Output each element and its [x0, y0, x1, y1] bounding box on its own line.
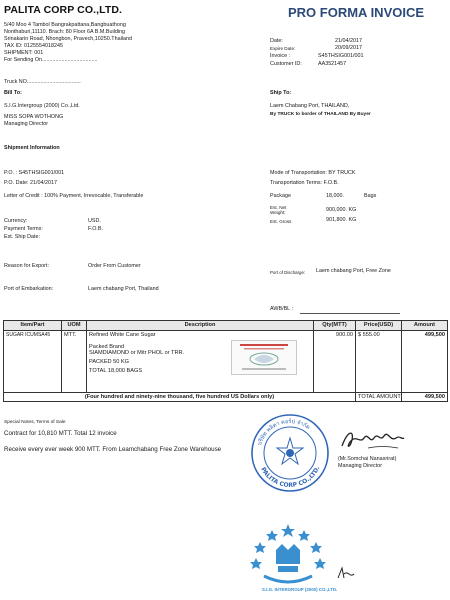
bill-to-title: Managing Director	[4, 121, 49, 127]
net-weight-value: 900,000. KG	[326, 207, 357, 213]
gross-weight-value: 901,800. KG	[326, 217, 357, 223]
cell-amount: 499,500	[402, 331, 448, 393]
items-table	[3, 320, 448, 402]
invoice-label: Invoice :	[270, 53, 291, 59]
table-total-row	[4, 393, 448, 402]
document-title: PRO FORMA INVOICE	[288, 5, 425, 20]
date-value: 21/04/2017	[335, 38, 362, 44]
expire-date-label: Expire Date:	[270, 46, 296, 51]
company-address-line-1: 5/40 Moo 4 Tambol Bangrakpattana,Bangbuathong	[4, 22, 126, 28]
header-item-part: Item/Part	[4, 321, 62, 331]
port-of-embarkation-label: Port of Embarkation:	[4, 286, 54, 292]
signatory-title: Managing Director	[338, 463, 383, 469]
bill-to-name: MISS SOPA WOTHONG	[4, 114, 64, 120]
transport-terms: Transportation Terms: F.O.B.	[270, 180, 339, 186]
ship-date-label: Est. Ship Date:	[4, 234, 40, 240]
po-date: P.O. Date: 21/04/2017	[4, 180, 57, 186]
port-of-discharge-value: Laem chabang Port, Free Zone	[316, 268, 391, 274]
payment-terms-label: Payment Terms:	[4, 226, 43, 232]
invoice-value: S45THSIG001/001	[318, 53, 364, 59]
company-address-line-3: Srinakarin Road, Nhongbon, Pravech,10250.Thailand	[4, 36, 132, 42]
header-qty: Qty(MTT)	[314, 321, 356, 331]
signatory-name: (Mr.Somchai Nanasrirat)	[338, 456, 397, 462]
total-amount-label: TOTAL AMOUNT	[356, 393, 402, 402]
ship-to-via: By TRUCK to border of THAILAND By Buyer	[270, 112, 371, 117]
letter-of-credit: Letter of Credit : 100% Payment, Irrevocable, Transferable	[4, 193, 144, 199]
package-value: 18,000.	[326, 193, 344, 199]
customer-id-label: Customer ID:	[270, 61, 302, 67]
ship-to-port: Laem Chabang Port, THAILAND,	[270, 103, 350, 109]
awb-line	[300, 313, 400, 314]
package-label: Package	[270, 193, 291, 199]
bill-to-company: S.I.G.Intergroup (2000) Co.,Ltd.	[4, 103, 80, 109]
contract-note: Contract for 10,810 MTT. Total 12 invoice	[4, 430, 117, 437]
reason-for-export-label: Reason for Export:	[4, 263, 49, 269]
truck-number: Truck NO....................................	[4, 79, 81, 85]
table-row	[4, 331, 448, 393]
cell-price: $ 555.00	[356, 331, 402, 393]
sig-intergroup-seal	[248, 520, 328, 596]
net-weight-label: Est. Net Weight:	[270, 205, 287, 216]
shipment-number: SHIPMENT: 001	[4, 50, 44, 56]
desc-line: SIAMDIAMOND or Mitr PHOL or TRR.	[89, 350, 185, 356]
cell-item: SUGAR ICUMSA45	[4, 331, 62, 393]
sig-seal-text: S.I.G. INTERGROUP (2000) CO.,LTD.	[262, 587, 338, 592]
signature-image	[338, 426, 408, 454]
shipment-info-heading: Shipment Information	[4, 145, 60, 151]
port-of-discharge-label: Port of Discharge:	[270, 270, 306, 275]
initials-signature	[336, 566, 356, 582]
header-amount: Amount	[402, 321, 448, 331]
gross-weight-label: Est. Gross	[270, 219, 292, 224]
po-number: P.O. : S45THSIG001/001	[4, 170, 65, 176]
payment-terms-value: F.O.B.	[88, 226, 103, 232]
company-name: PALITA CORP CO.,LTD.	[4, 4, 123, 16]
desc-line: Refined White Cane Sugar	[89, 332, 156, 338]
desc-line: PACKED 50 KG	[89, 359, 129, 365]
ship-to-heading: Ship To:	[270, 90, 292, 96]
product-label-image	[231, 340, 297, 375]
transport-mode: Mode of Transportation: BY TRUCK	[270, 170, 356, 176]
cell-uom: MTT.	[62, 331, 87, 393]
tax-id: TAX ID: 0125554018245	[4, 43, 63, 49]
expire-date-value: 20/09/2017	[335, 45, 362, 51]
company-address-line-2: Nonthaburi,11110. Brach: 80 Floor 6A B.M.Building	[4, 29, 126, 35]
port-of-embarkation-value: Laem chabang Port, Thailand	[88, 286, 159, 292]
reason-for-export-value: Order From Customer	[88, 263, 141, 269]
table-header-row	[4, 321, 448, 331]
svg-text:PALITA CORP CO.,LTD.: PALITA CORP CO.,LTD.	[259, 465, 322, 490]
special-notes: Special Notes, Terms of Sale	[4, 420, 66, 425]
receive-note: Receive every ever week 900 MTT. From Leamchabang Free Zone Warehouse	[4, 446, 222, 453]
svg-text:บริษัท พลิตา คอร์ป จำกัด: บริษัท พลิตา คอร์ป จำกัด	[257, 418, 311, 447]
customer-id-value: AA3521457	[318, 61, 347, 67]
total-amount-value: 499,500	[402, 393, 448, 402]
desc-line: TOTAL 18,000 BAGS	[89, 368, 143, 374]
desc-line: Packed Brand	[89, 344, 125, 350]
bill-to-heading: Bill To:	[4, 90, 22, 96]
cell-qty: 900.00	[314, 331, 356, 393]
for-sending-on: For Sending On.....................................	[4, 57, 98, 63]
date-label: Date:	[270, 38, 283, 44]
awb-bl-label: AWB/BL :	[270, 306, 293, 312]
package-unit: Bags	[364, 193, 377, 199]
currency-value: USD.	[88, 218, 101, 224]
amount-in-words: (Four hundred and ninety-nine thousand, five hundred US Dollars only)	[4, 393, 356, 402]
header-description: Description	[87, 321, 314, 331]
palita-company-seal	[249, 412, 331, 494]
header-uom: UOM	[62, 321, 87, 331]
header-price: Price(USD)	[356, 321, 402, 331]
currency-label: Currency:	[4, 218, 28, 224]
